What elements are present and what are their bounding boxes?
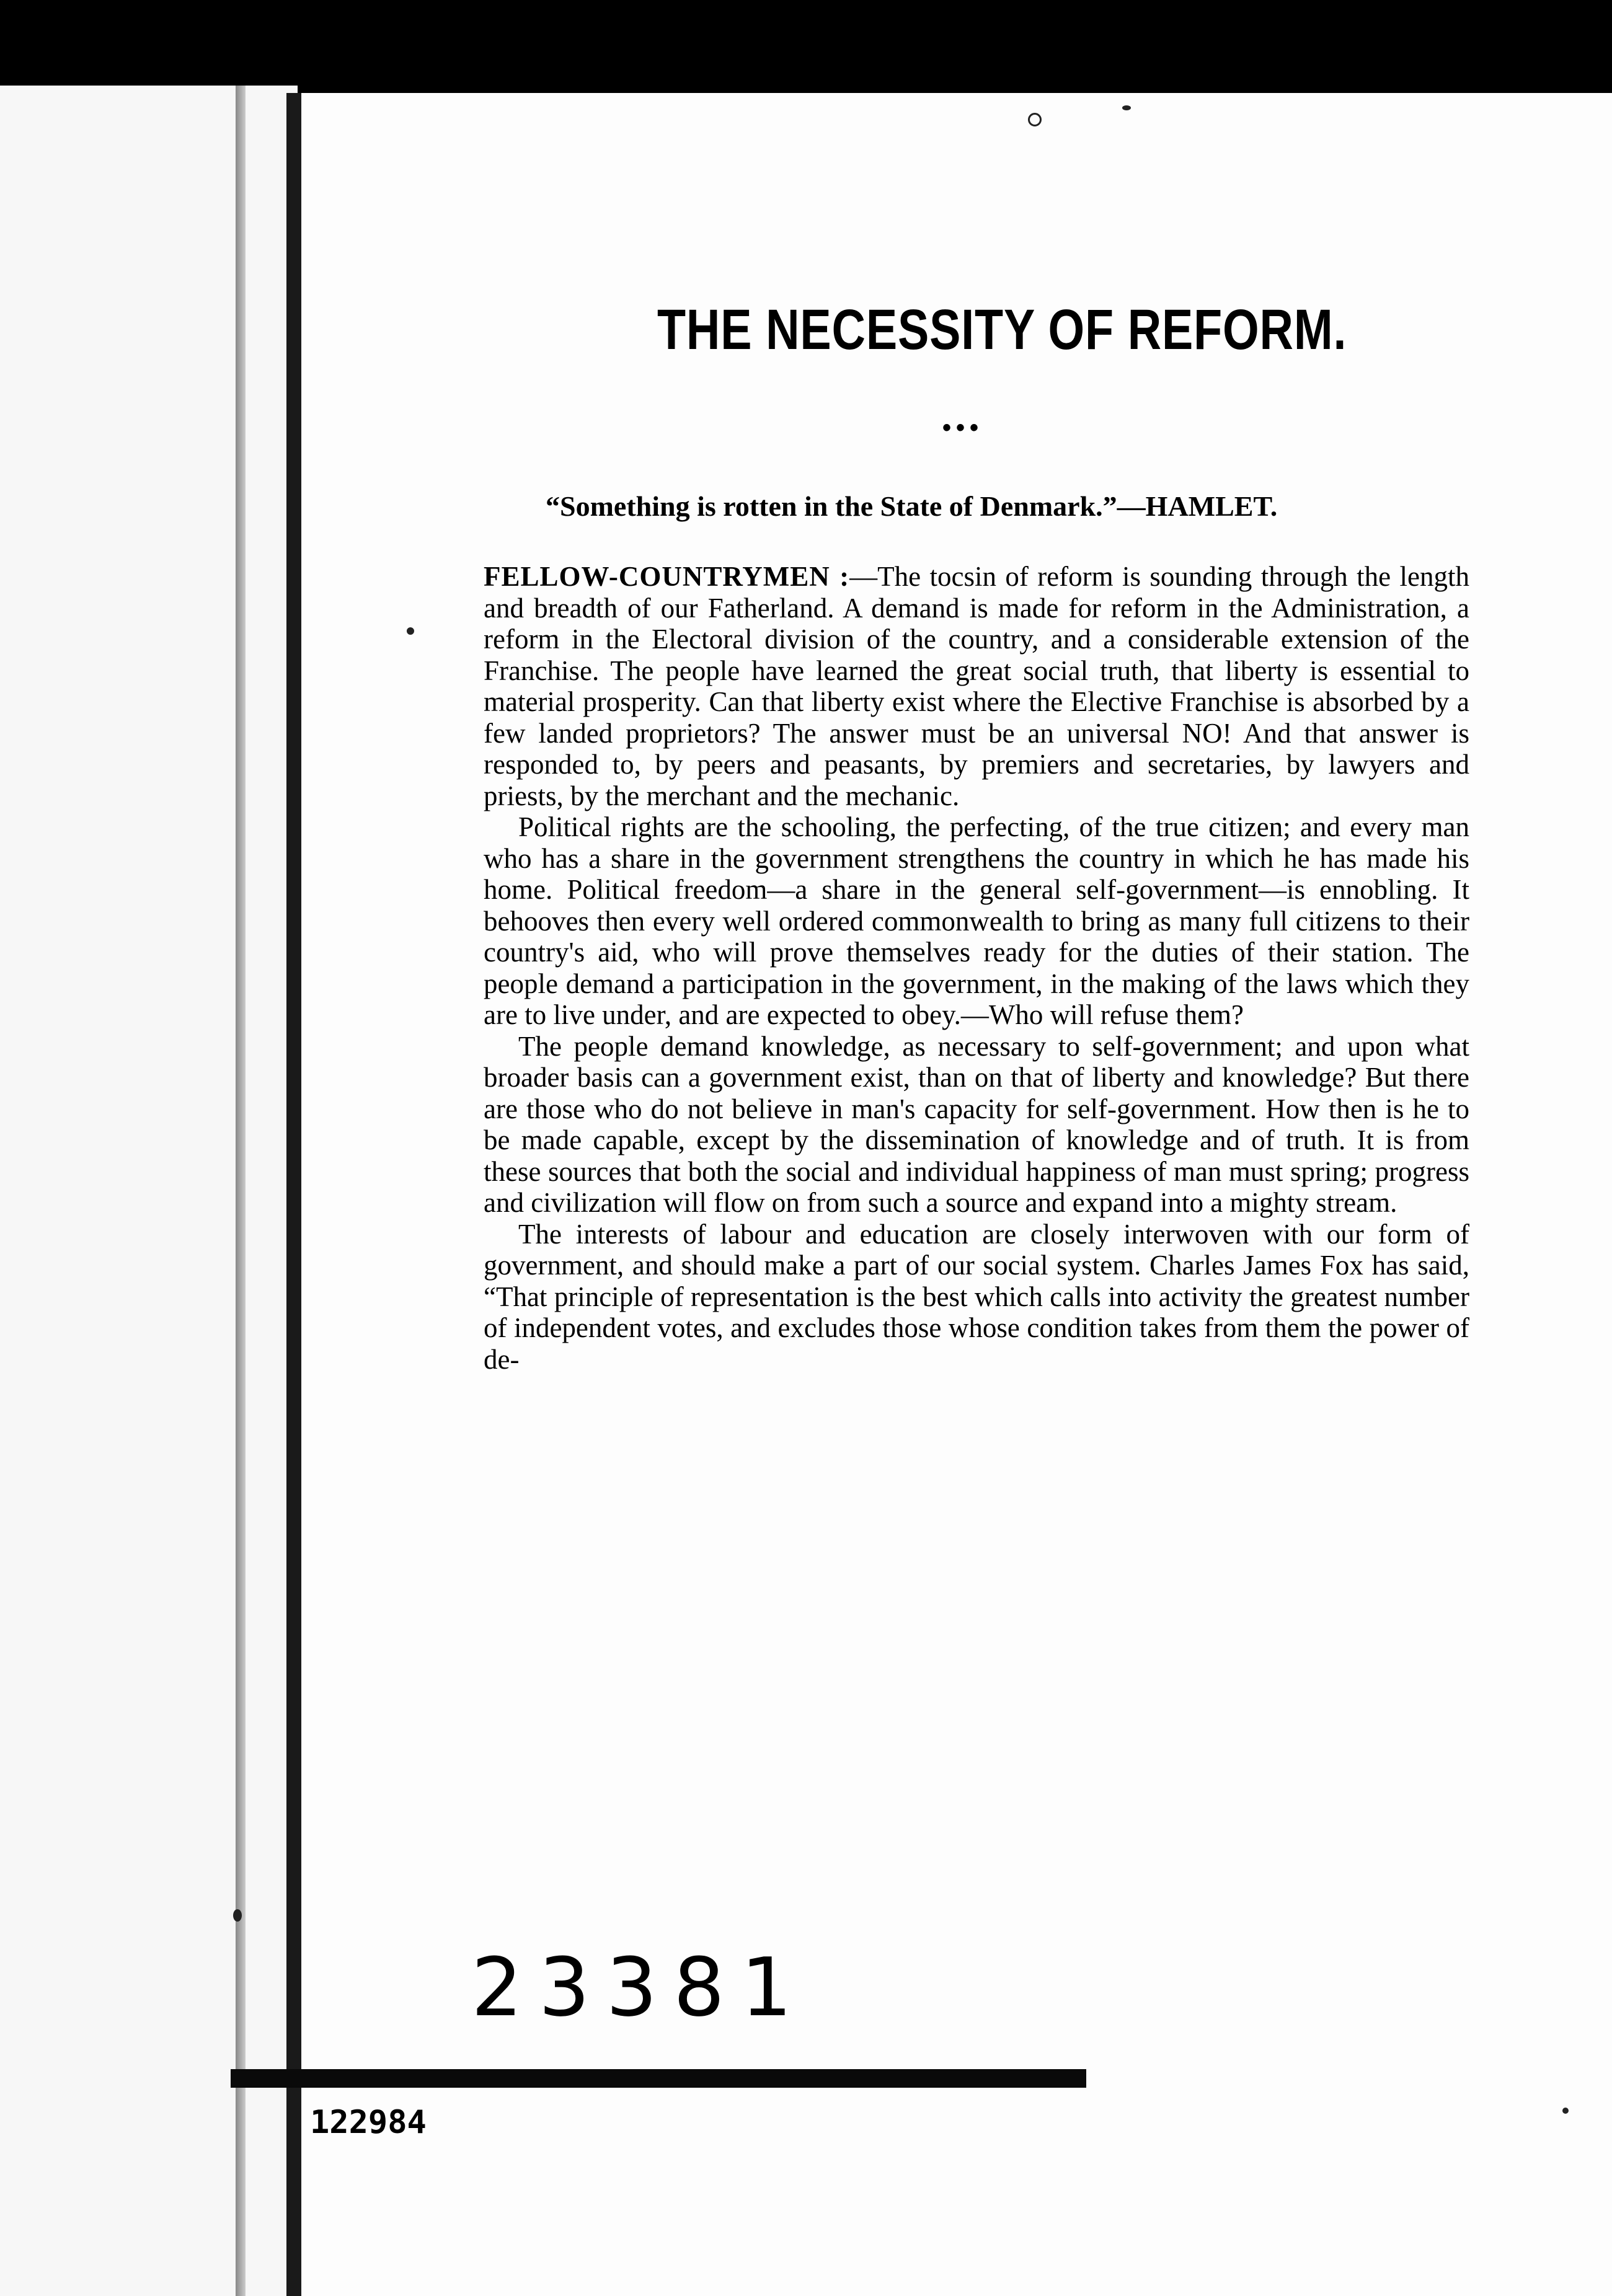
scan-bar — [231, 2069, 1086, 2088]
handwritten-catalog-number: 23381 — [471, 1940, 808, 2034]
salutation: FELLOW-COUNTRYMEN : — [484, 561, 850, 592]
body-text — [484, 561, 1469, 1375]
page-gutter — [236, 86, 246, 2296]
scan-speck — [1028, 113, 1042, 126]
document-title: THE NECESSITY OF REFORM. — [657, 298, 1347, 361]
stamped-number: 122984 — [310, 2104, 427, 2141]
paragraph-3: The people demand knowledge, as necessary to self-government; and upon what broader basis can a government exist, than on that of liberty and knowledge? But there are those who do not believe in man's capacity for self-government. How then is he to be made capable, except by the dissemination of knowledge and of truth. It is from these sources that both the social and individual happiness of man must spring; progress and civilization will flow on from such a source and expand into a mighty stream. — [484, 1030, 1469, 1218]
left-facing-page — [0, 86, 298, 2296]
paragraph-1 — [484, 561, 1469, 811]
paragraph-2: Political rights are the schooling, the perfecting, of the true citizen; and every man who has a share in the government strengthens the country in which he has made his home. Political freedom—a share in the general self-government—is ennobling. It behooves then every well ordered commonwealth to bring as many full citizens to their country's aid, who will prove themselves ready for the duties of their station. The people demand a participation in the government, in the making of the laws which they are to live under, and are expected to obey.—Who will refuse them? — [484, 811, 1469, 1030]
title-separator: ••• — [942, 414, 984, 441]
paragraph-1-text: —The tocsin of reform is sounding through the length and breadth of our Fatherland. A demand is made for reform in the Administration, a reform in the Electoral division of the country, and a considerable extension of the Franchise. The people have learned the great social truth, that liberty is essential to material prosperity. Can that liberty exist where the Elective Franchise is absorbed by a few landed proprietors? The answer must be an universal NO! And that answer is responded to, by peers and peasants, by premiers and secretaries, by lawyers and priests, by the merchant and the mechanic. — [484, 561, 1469, 811]
scan-speck — [407, 627, 414, 635]
paragraph-4: The interests of labour and education are closely interwoven with our form of government, and should make a part of our social system. Charles James Fox has said, “That principle of representation is the best which calls into activity the greatest number of independent votes, and excludes those whose condition takes from them the power of de- — [484, 1218, 1469, 1375]
scan-speck — [1122, 105, 1131, 110]
epigraph: “Something is rotten in the State of Denmark.”—HAMLET. — [546, 490, 1278, 522]
scan-speck — [233, 1909, 242, 1922]
binding-edge — [286, 93, 301, 2296]
scan-speck — [1562, 2108, 1569, 2114]
